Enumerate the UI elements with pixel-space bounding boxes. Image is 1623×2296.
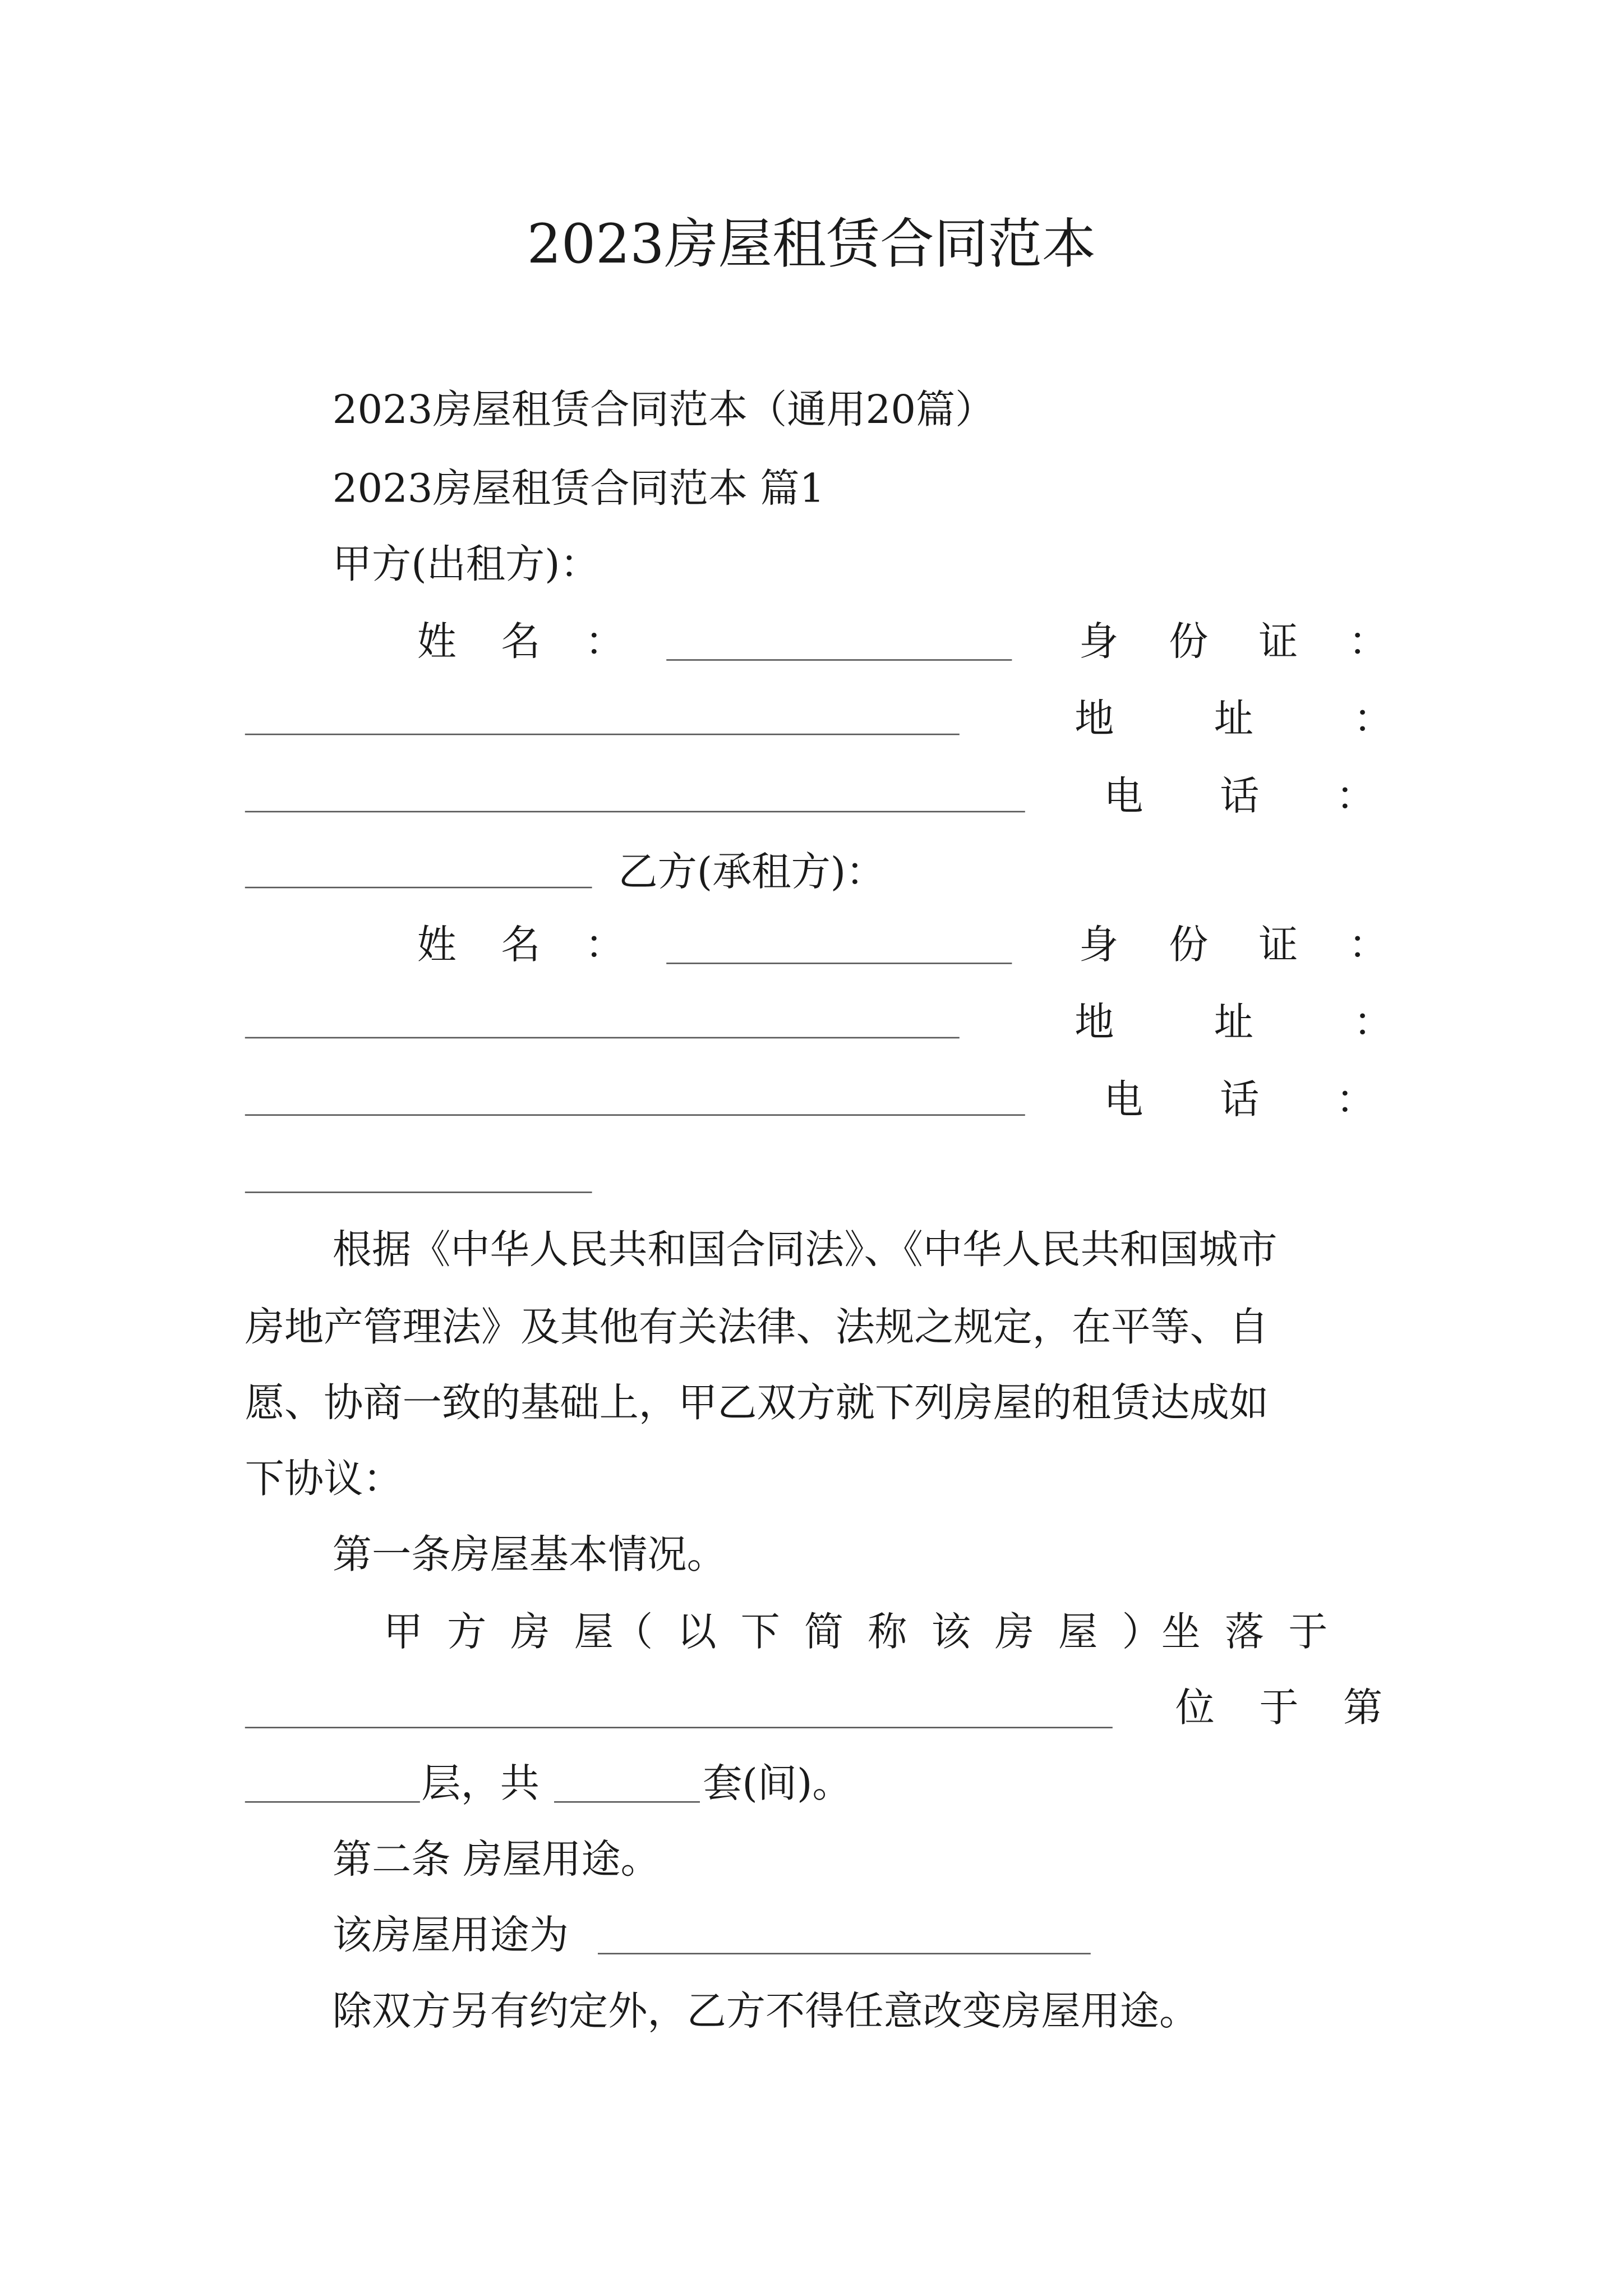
intro-line-2: 房地产管理法》及其他有关法律、法规之规定，在平等、自 bbox=[245, 1305, 1269, 1351]
party-b-name-field[interactable] bbox=[666, 963, 1012, 964]
article-1-line-1: 甲 方 房 屋（ 以 下 简 称 该 房 屋 ）坐 落 于 bbox=[383, 1610, 1328, 1655]
intro-line-3: 愿、协商一致的基础上，甲乙双方就下列房屋的租赁达成如 bbox=[245, 1381, 1269, 1427]
floor-field[interactable] bbox=[245, 1801, 420, 1803]
floor-label: 层，共 bbox=[421, 1761, 540, 1807]
party-a-heading: 甲方(出租方)： bbox=[332, 542, 600, 588]
article-2-heading: 第二条 房屋用途。 bbox=[332, 1838, 660, 1883]
party-a-id-field[interactable] bbox=[245, 734, 960, 735]
party-a-phone-label: 电 话 ： bbox=[1104, 774, 1376, 820]
party-b-heading: 乙方(承租方)： bbox=[618, 850, 886, 896]
party-a-address-field[interactable] bbox=[245, 811, 1025, 813]
party-a-address-label: 地 址 ： bbox=[1075, 697, 1393, 743]
party-b-id-field[interactable] bbox=[245, 1037, 960, 1039]
located-at-label: 位 于 第 bbox=[1175, 1686, 1383, 1732]
party-b-address-field[interactable] bbox=[245, 1114, 1025, 1116]
location-field[interactable] bbox=[245, 1727, 1113, 1728]
party-a-name-field[interactable] bbox=[666, 659, 1012, 661]
document-title: 2023房屋租赁合同范本 bbox=[527, 213, 1096, 276]
intro-line-4: 下协议： bbox=[245, 1457, 403, 1502]
party-a-name-label: 姓 名 ： bbox=[417, 620, 625, 665]
party-b-phone-field[interactable] bbox=[245, 1191, 592, 1193]
party-b-name-label: 姓 名 ： bbox=[417, 923, 625, 969]
party-b-address-label: 地 址 ： bbox=[1075, 1000, 1393, 1046]
party-a-id-label: 身 份 证 ： bbox=[1078, 620, 1388, 665]
chapter-heading: 2023房屋租赁合同范本 篇1 bbox=[332, 467, 825, 512]
subtitle: 2023房屋租赁合同范本（通用20篇） bbox=[332, 388, 995, 434]
intro-line-1: 根据《中华人民共和国合同法》、《中华人民共和国城市 bbox=[332, 1228, 1278, 1273]
units-label: 套(间)。 bbox=[703, 1761, 852, 1807]
usage-field[interactable] bbox=[598, 1953, 1091, 1954]
usage-label: 该房屋用途为 bbox=[332, 1913, 569, 1959]
article-1-heading: 第一条房屋基本情况。 bbox=[332, 1533, 726, 1579]
usage-restriction: 除双方另有约定外，乙方不得任意改变房屋用途。 bbox=[332, 1989, 1199, 2035]
unit-count-field[interactable] bbox=[554, 1801, 700, 1803]
party-b-phone-label: 电 话 ： bbox=[1104, 1078, 1376, 1123]
party-b-id-label: 身 份 证 ： bbox=[1078, 923, 1388, 969]
party-a-phone-field[interactable] bbox=[245, 887, 592, 889]
